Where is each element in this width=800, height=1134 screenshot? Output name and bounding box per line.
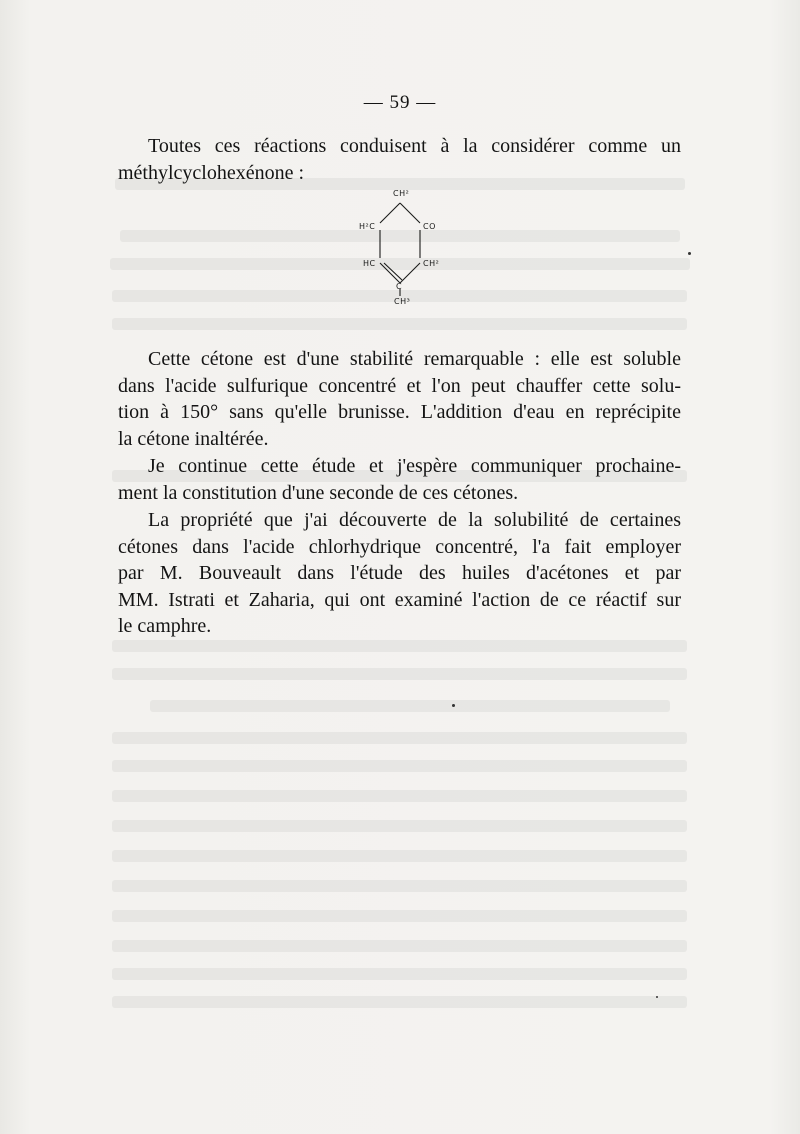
text-line: ment la constitution d'une seconde de ces cétones. xyxy=(118,481,519,504)
text-line: le camphre. xyxy=(118,615,212,637)
text-line: MM. Istrati et Zaharia, qui ont examiné l'action de ce réactif sur xyxy=(118,588,681,611)
paragraph-stability xyxy=(118,346,681,452)
formula-ch3: CH³ xyxy=(394,297,411,306)
text-line: Cette cétone est d'une stabilité remarquable : elle est soluble xyxy=(148,348,681,370)
text-line: la cétone inaltérée. xyxy=(118,427,269,450)
formula-hc: HC xyxy=(363,259,376,268)
text-line: dans l'acide sulfurique concentré et l'on peut chauffer cette solu- xyxy=(118,374,681,397)
text-line: méthylcyclohexénone : xyxy=(118,161,305,184)
text-line: par M. Bouveault dans l'étude des huiles d'acétones et par xyxy=(118,562,681,584)
text-line: cétones dans l'acide chlorhydrique concentré, l'a fait employer xyxy=(118,535,681,558)
structural-formula xyxy=(345,183,465,318)
formula-ch2-right: CH² xyxy=(423,259,440,268)
formula-h2c: H²C xyxy=(359,222,376,231)
text-line: Je continue cette étude et j'espère communiquer prochaine- xyxy=(148,455,681,477)
intro-paragraph xyxy=(118,133,681,186)
formula-ch2-top: CH² xyxy=(393,189,410,198)
text-line: La propriété que j'ai découverte de la solubilité de certaines xyxy=(148,509,681,531)
paragraph-solubility xyxy=(118,507,681,640)
paragraph-continuation xyxy=(118,453,681,506)
text-line: Toutes ces réactions conduisent à la considérer comme un xyxy=(148,135,681,157)
formula-c-bottom: C xyxy=(396,282,403,291)
text-line: tion à 150° sans qu'elle brunisse. L'addition d'eau en reprécipite xyxy=(118,401,681,423)
formula-co: CO xyxy=(423,222,436,231)
page-number: — 59 — xyxy=(363,92,437,113)
